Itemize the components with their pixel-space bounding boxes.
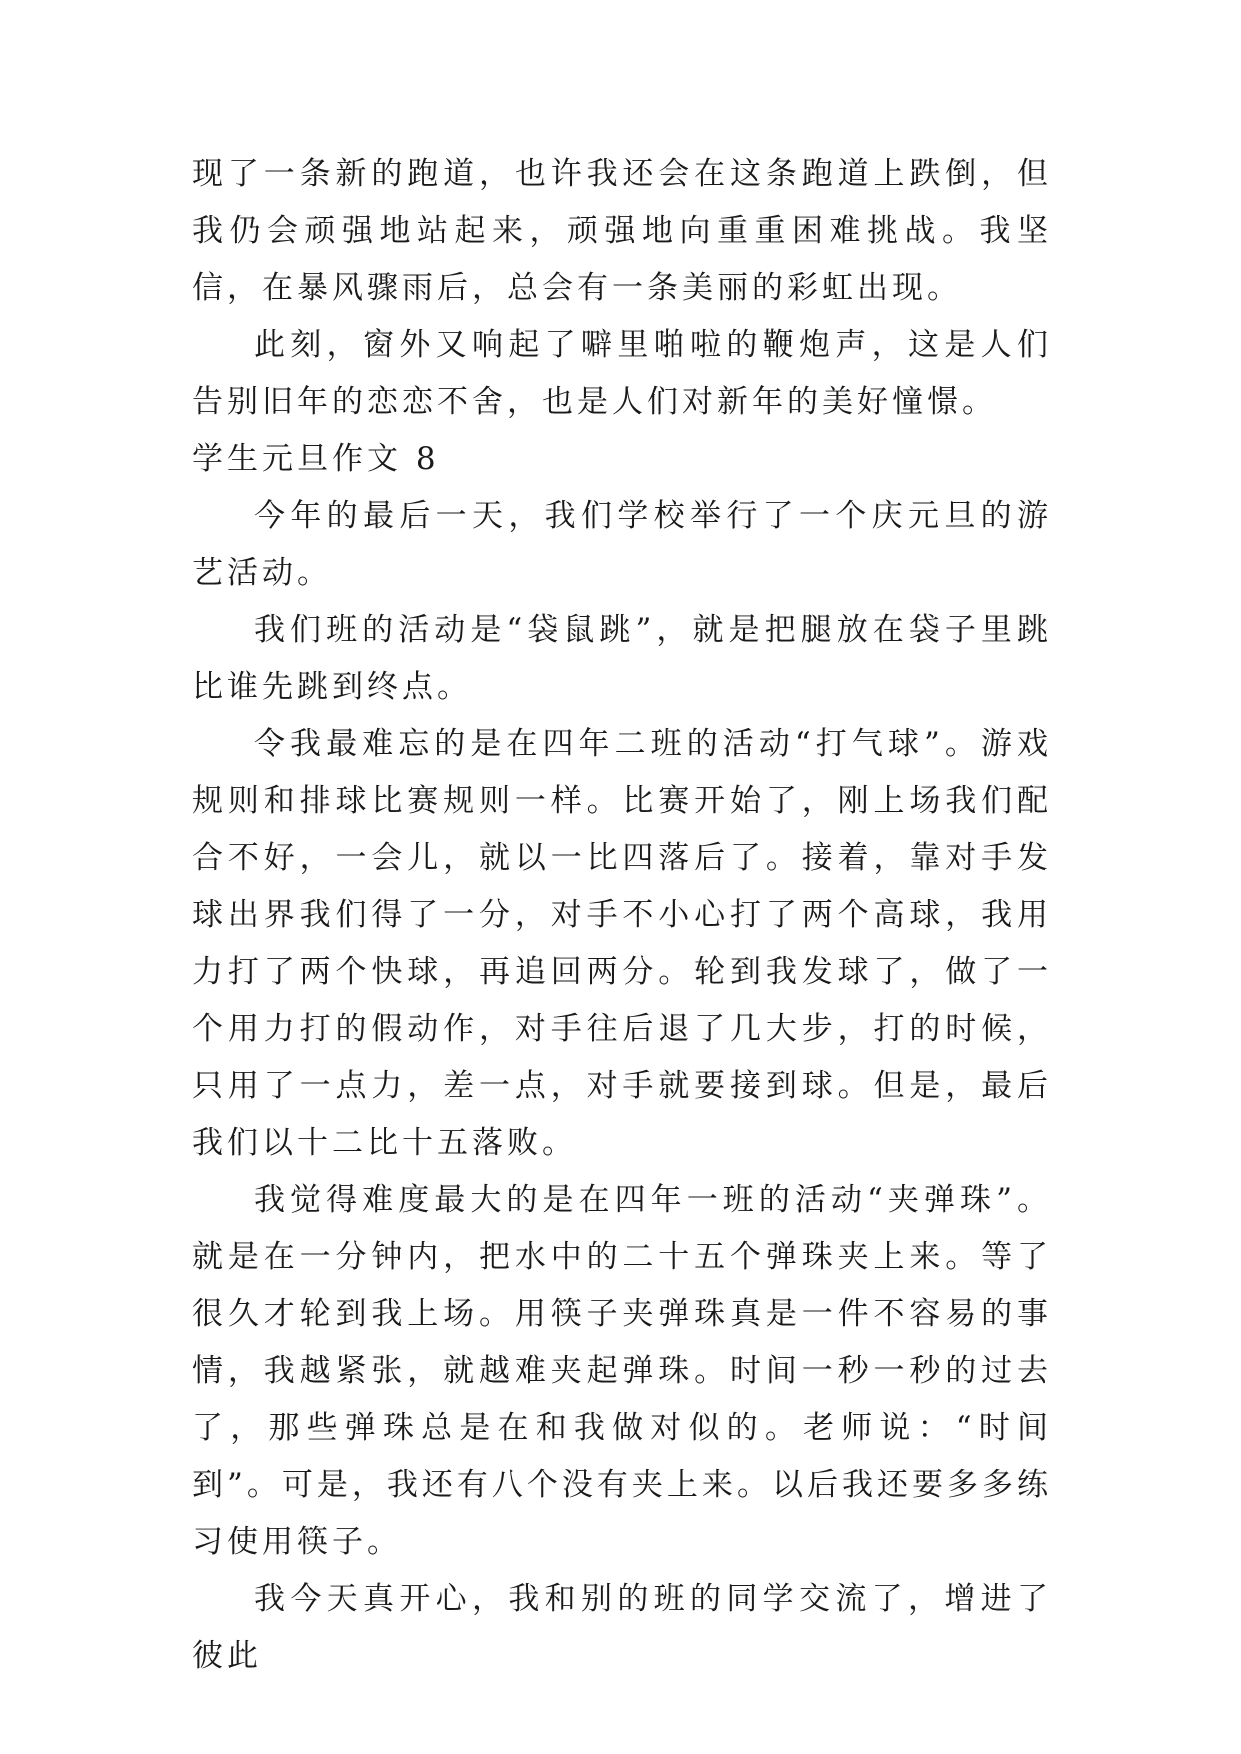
paragraph-continuation: 现了一条新的跑道，也许我还会在这条跑道上跌倒，但我仍会顽强地站起来，顽强地向重重困难挑战。我坚信，在暴风骤雨后，总会有一条美丽的彩虹出现。 [192, 156, 1052, 306]
paragraph: 令我最难忘的是在四年二班的活动“打气球”。游戏规则和排球比赛规则一样。比赛开始了，刚上场我们配合不好，一会儿，就以一比四落后了。接着，靠对手发球出界我们得了一分，对手不小心打了两个高球，我用力打了两个快球，再追回两分。轮到我发球了，做了一个用力打的假动作，对手往后退了几大步，打的时候，只用了一点力，差一点，对手就要接到球。但是，最后我们以十二比十五落败。 [192, 726, 1052, 1161]
paragraph: 此刻，窗外又响起了噼里啪啦的鞭炮声，这是人们告别旧年的恋恋不舍，也是人们对新年的美好憧憬。 [192, 327, 1052, 420]
paragraph: 我觉得难度最大的是在四年一班的活动“夹弹珠”。就是在一分钟内，把水中的二十五个弹珠夹上来。等了很久才轮到我上场。用筷子夹弹珠真是一件不容易的事情，我越紧张，就越难夹起弹珠。时间一秒一秒的过去了，那些弹珠总是在和我做对似的。老师说：“时间到”。可是，我还有八个没有夹上来。以后我还要多多练习使用筷子。 [192, 1182, 1052, 1560]
paragraph: 我们班的活动是“袋鼠跳”，就是把腿放在袋子里跳比谁先跳到终点。 [192, 612, 1052, 705]
document-body [192, 146, 1052, 1685]
paragraph: 我今天真开心，我和别的班的同学交流了，增进了彼此 [192, 1581, 1052, 1674]
paragraph: 今年的最后一天，我们学校举行了一个庆元旦的游艺活动。 [192, 498, 1052, 591]
section-heading: 学生元旦作文 8 [192, 441, 440, 477]
